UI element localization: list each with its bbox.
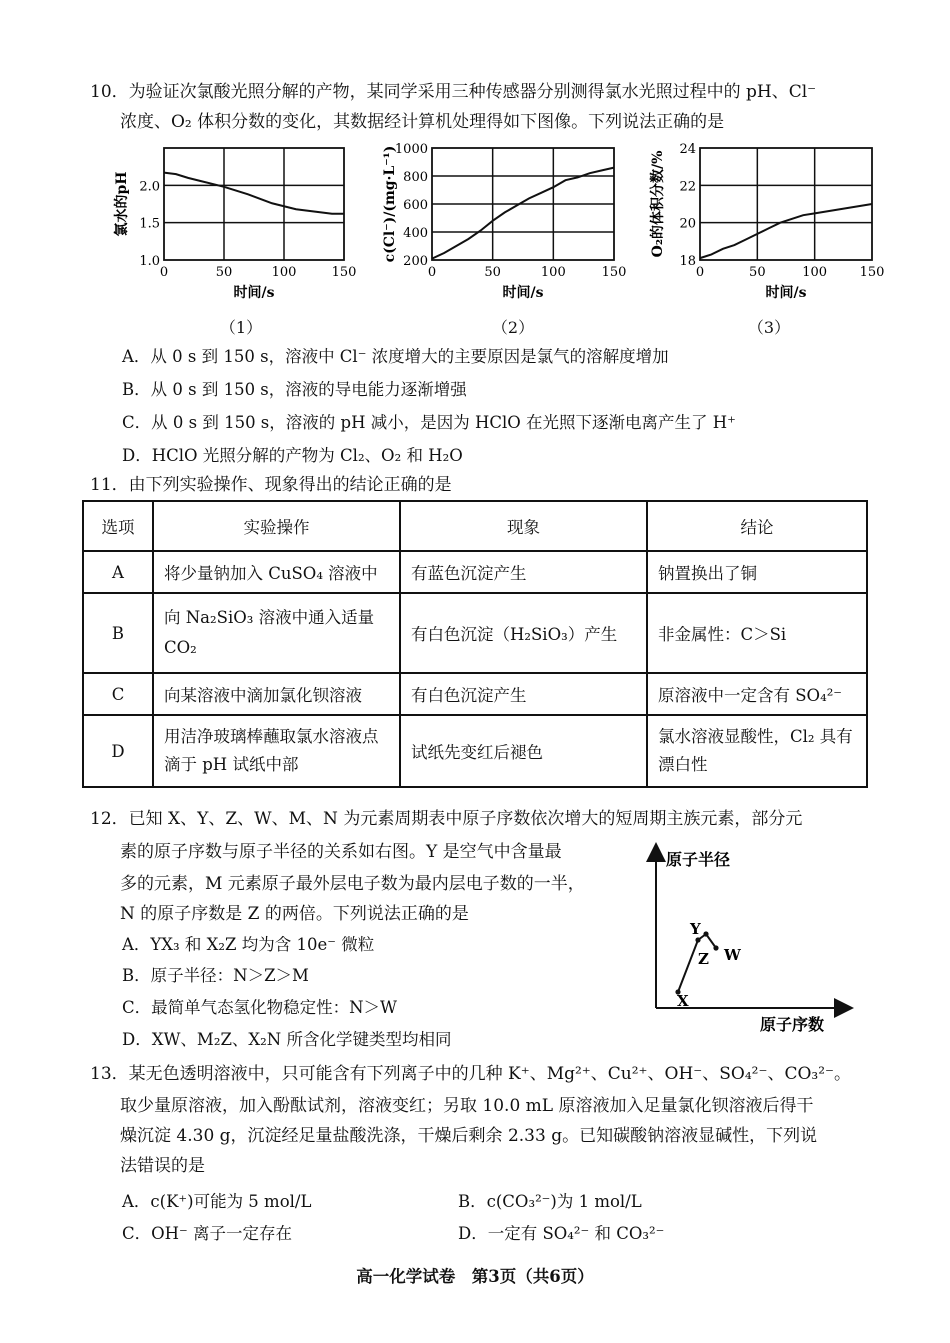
- row-conclusion: 氯水溶液显酸性，Cl₂ 具有漂白性: [647, 715, 867, 787]
- y-axis-label: 氯水的pH: [114, 171, 130, 237]
- plot-frame: [164, 148, 344, 260]
- row-key: D: [83, 715, 153, 787]
- label-y: Y: [690, 920, 701, 938]
- series-line: [432, 168, 614, 259]
- q13-option-a: A．c(K⁺)可能为 5 mol/L: [122, 1192, 312, 1211]
- y-tick-label: 2.0: [139, 179, 160, 195]
- point-w: [713, 945, 718, 950]
- row-key: A: [83, 551, 153, 593]
- chart-svg: [648, 142, 885, 301]
- q13-stem-line4: 法错误的是: [120, 1156, 205, 1176]
- series-line: [164, 173, 344, 214]
- x-tick-label: 50: [215, 265, 233, 280]
- y-tick-label: 400: [403, 226, 428, 241]
- row-operation: 用洁净玻璃棒蘸取氯水溶液点滴于 pH 试纸中部: [153, 715, 400, 787]
- q10-stem-line1: 10．为验证次氯酸光照分解的产物，某同学采用三种传感器分别测得氯水光照过程中的 pH、Cl⁻: [90, 82, 817, 102]
- x-axis-label: 原子序数: [760, 1015, 825, 1034]
- q12-stem-line3: 多的元素，M 元素原子最外层电子数为最内层电子数的一半，: [120, 874, 585, 894]
- row-operation: 向某溶液中滴加氯化钡溶液: [153, 673, 400, 715]
- x-tick-label: 150: [331, 265, 357, 280]
- x-tick-label: 0: [427, 265, 437, 280]
- q10-option-b: B．从 0 s 到 150 s，溶液的导电能力逐渐增强: [122, 380, 467, 399]
- chart1-caption: （1）: [219, 318, 263, 337]
- atomic-radius-diagram: [640, 838, 860, 1038]
- row-phenomenon: 有蓝色沉淀产生: [400, 551, 647, 593]
- q12-option-b: B．原子半径：N＞Z＞M: [122, 966, 309, 985]
- table-header-row: [83, 501, 867, 551]
- table-row: [83, 673, 867, 715]
- y-tick-label: 20: [679, 216, 696, 232]
- q10-option-a: A．从 0 s 到 150 s，溶液中 Cl⁻ 浓度增大的主要原因是氯气的溶解度增加: [122, 347, 669, 366]
- q11-table: [82, 500, 868, 788]
- q12-option-c: C．最简单气态氢化物稳定性：N＞W: [122, 998, 398, 1017]
- chart-oxygen: [648, 142, 885, 301]
- q10-option-c: C．从 0 s 到 150 s，溶液的 pH 减小，是因为 HClO 在光照下逐渐电离产生了 H⁺: [122, 413, 736, 432]
- x-tick-label: 150: [601, 265, 627, 280]
- x-tick-label: 100: [540, 265, 566, 280]
- label-w: W: [724, 946, 741, 964]
- y-tick-label: 24: [679, 142, 696, 157]
- q12-stem-line2: 素的原子序数与原子半径的关系如右图。Y 是空气中含量最: [120, 842, 562, 862]
- point-y: [695, 937, 700, 942]
- q13-stem-line2: 取少量原溶液，加入酚酞试剂，溶液变红；另取 10.0 mL 原溶液加入足量氯化钡溶液后得干: [120, 1096, 814, 1116]
- header-option: 选项: [83, 501, 153, 551]
- chart-chloride: [380, 142, 627, 301]
- y-tick-label: 1.5: [139, 216, 160, 232]
- y-axis-label: O₂的体积分数/%: [650, 150, 666, 258]
- header-phenomenon: 现象: [400, 501, 647, 551]
- chart-svg: [112, 142, 357, 301]
- q12-option-d: D．XW、M₂Z、X₂N 所含化学键类型均相同: [122, 1030, 452, 1049]
- label-x: X: [677, 992, 689, 1010]
- header-operation: 实验操作: [153, 501, 400, 551]
- q13-stem-line1: 13．某无色透明溶液中，只可能含有下列离子中的几种 K⁺、Mg²⁺、Cu²⁺、OH⁻、SO₄²⁻、CO₃²⁻。: [90, 1064, 851, 1084]
- q12-stem-line1: 12．已知 X、Y、Z、W、M、N 为元素周期表中原子序数依次增大的短周期主族元素，部分元: [90, 809, 803, 829]
- y-tick-label: 200: [403, 254, 428, 269]
- q10-stem-line2: 浓度、O₂ 体积分数的变化，其数据经计算机处理得如下图像。下列说法正确的是: [120, 112, 725, 132]
- point-z: [703, 931, 708, 936]
- x-axis-label: 时间/s: [233, 285, 275, 301]
- q13-option-d: D．一定有 SO₄²⁻ 和 CO₃²⁻: [458, 1224, 665, 1243]
- row-key: B: [83, 593, 153, 673]
- q13-option-b: B．c(CO₃²⁻)为 1 mol/L: [458, 1192, 642, 1211]
- x-axis-label: 时间/s: [502, 285, 544, 301]
- y-axis-label: c(Cl⁻)/(mg·L⁻¹): [382, 145, 398, 263]
- row-phenomenon: 试纸先变红后褪色: [400, 715, 647, 787]
- y-tick-label: 1000: [394, 142, 428, 157]
- q12-option-a: A．YX₃ 和 X₂Z 均为含 10e⁻ 微粒: [122, 935, 375, 954]
- chart2-caption: （2）: [491, 318, 535, 337]
- x-tick-label: 0: [695, 265, 705, 280]
- y-axis-label: 原子半径: [666, 850, 731, 869]
- y-tick-label: 1.0: [139, 254, 160, 269]
- y-tick-label: 800: [403, 170, 428, 185]
- q13-stem-line3: 燥沉淀 4.30 g，沉淀经足量盐酸洗涤，干燥后剩余 2.33 g。已知碳酸钠溶液显碱性，下列说: [120, 1126, 818, 1146]
- chart-ph: [112, 142, 357, 301]
- radius-trend-line: [678, 934, 716, 992]
- row-operation: 向 Na₂SiO₃ 溶液中通入适量 CO₂: [153, 593, 400, 673]
- row-phenomenon: 有白色沉淀（H₂SiO₃）产生: [400, 593, 647, 673]
- table-row: [83, 551, 867, 593]
- q12-stem-line4: N 的原子序数是 Z 的两倍。下列说法正确的是: [120, 904, 469, 924]
- x-axis-label: 时间/s: [765, 285, 807, 301]
- x-tick-label: 100: [271, 265, 297, 280]
- table-row: [83, 715, 867, 787]
- y-tick-label: 600: [403, 198, 428, 213]
- chart3-caption: （3）: [747, 318, 791, 337]
- x-tick-label: 0: [159, 265, 169, 280]
- x-tick-label: 50: [749, 265, 766, 280]
- y-tick-label: 22: [679, 179, 696, 195]
- x-tick-label: 50: [484, 265, 501, 280]
- label-z: Z: [698, 950, 709, 968]
- row-conclusion: 非金属性：C＞Si: [647, 593, 867, 673]
- row-operation: 将少量钠加入 CuSO₄ 溶液中: [153, 551, 400, 593]
- row-key: C: [83, 673, 153, 715]
- q10-option-d: D．HClO 光照分解的产物为 Cl₂、O₂ 和 H₂O: [122, 446, 463, 465]
- row-conclusion: 原溶液中一定含有 SO₄²⁻: [647, 673, 867, 715]
- x-tick-label: 150: [859, 265, 885, 280]
- header-conclusion: 结论: [647, 501, 867, 551]
- x-tick-label: 100: [802, 265, 828, 280]
- plot-frame: [700, 148, 872, 260]
- series-line: [700, 204, 872, 258]
- chart-svg: [380, 142, 627, 301]
- y-tick-label: 18: [679, 254, 696, 269]
- q11-stem: 11．由下列实验操作、现象得出的结论正确的是: [90, 475, 452, 495]
- table-row: [83, 593, 867, 673]
- row-phenomenon: 有白色沉淀产生: [400, 673, 647, 715]
- page-footer: 高一化学试卷 第3页（共6页）: [356, 1267, 594, 1286]
- row-conclusion: 钠置换出了铜: [647, 551, 867, 593]
- q13-option-c: C．OH⁻ 离子一定存在: [122, 1224, 292, 1243]
